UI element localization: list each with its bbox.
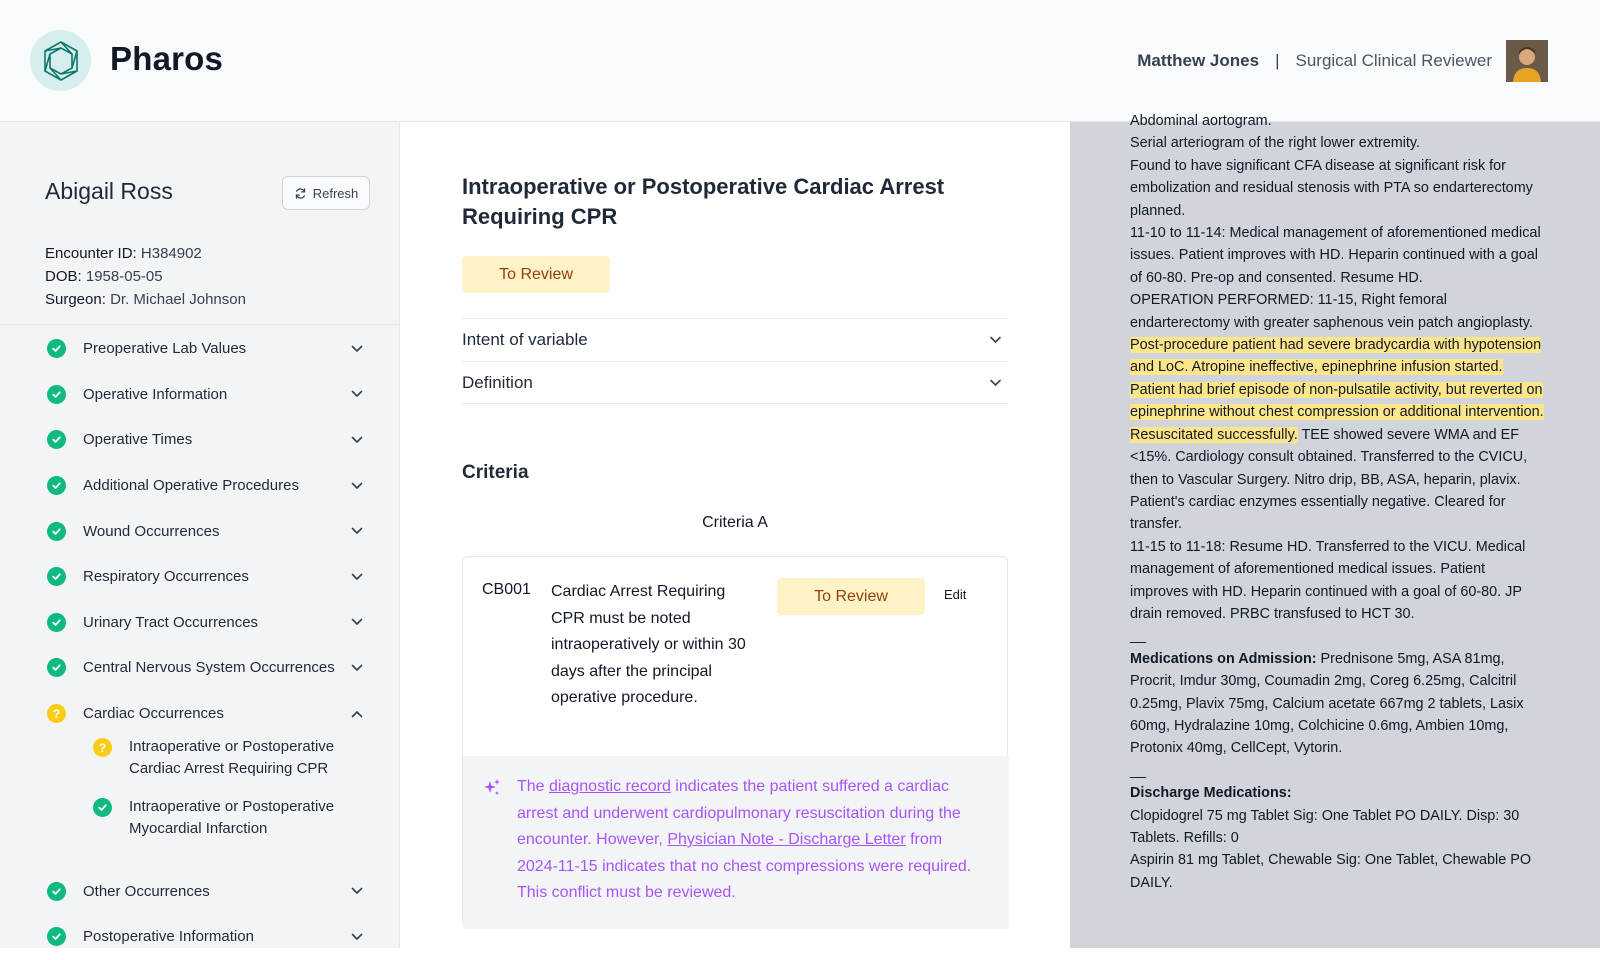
sidebar [0, 122, 400, 948]
page-title: Intraoperative or Postoperative Cardiac Arrest Requiring CPR [462, 174, 945, 229]
nav-item-label: Respiratory Occurrences [83, 568, 249, 586]
accordion-intent-of-variable[interactable] [462, 318, 1008, 360]
criteria-text: Cardiac Arrest Requiring CPR must be noted intraoperatively or within 30 days after the principal operative procedure. [551, 583, 746, 706]
check-circle-icon [47, 476, 66, 495]
check-circle-icon [47, 522, 66, 541]
refresh-button[interactable] [282, 176, 370, 210]
doc-highlight: Post-procedure patient had severe bradycardia with hypotension and LoC. Atropine ineffective, epinephrine infusion started. Patient had brief episode of non-pulsatile activity, but reverted on epinephrine without chest compression or additional intervention. Resuscitated successfully. [1130, 337, 1544, 443]
nav-item-urinary-tract-occurrences[interactable] [0, 600, 400, 646]
accordion-label: Intent of variable [462, 329, 588, 349]
source-document-panel[interactable] [1070, 113, 1600, 948]
status-badge[interactable]: To Review [462, 256, 610, 293]
nav-item-operative-information[interactable] [0, 372, 400, 418]
nav-item-label: Preoperative Lab Values [83, 340, 247, 358]
doc-label: Discharge Medications: [1130, 785, 1292, 802]
chevron-down-icon [351, 618, 363, 626]
nav-item-label: Other Occurrences [83, 882, 210, 900]
doc-label: Medications on Admission: [1130, 650, 1317, 667]
doc-line: Found to have significant CFA disease at significant risk for embolization and residual stenosis with PTA so endarterectomy planned. [1130, 157, 1533, 219]
nav-item-label: Operative Information [83, 385, 228, 403]
nav-item-label: Additional Operative Procedures [83, 477, 299, 495]
encounter-label: Encounter ID: [45, 245, 137, 262]
check-circle-icon [47, 927, 66, 946]
doc-separator: __ [1130, 628, 1147, 645]
user-separator: | [1275, 51, 1280, 70]
criteria-code: CB001 [482, 581, 531, 598]
sub-item-cardiac-arrest-cpr[interactable] [0, 736, 400, 796]
nav-item-label: Cardiac Occurrences [83, 705, 224, 723]
criteria-card [462, 556, 1008, 928]
refresh-icon [294, 187, 307, 200]
check-circle-icon [47, 385, 66, 404]
app-header [0, 0, 1600, 122]
nav-item-central-nervous-system-occurrences[interactable] [0, 645, 400, 691]
doc-meds-discharge-label [1130, 782, 1545, 804]
check-circle-icon [47, 430, 66, 449]
doc-line: Abdominal aortogram. [1130, 113, 1272, 129]
chevron-down-icon [351, 345, 363, 353]
check-circle-icon [47, 613, 66, 632]
chevron-down-icon [351, 390, 363, 398]
doc-line: 11-15 to 11-18: Resume HD. Transferred to the VICU. Medical management of aforementioned medical issues. Patient improves with HD. Heparin continued with a goal of 60-80. JP drain removed. PRBC transfused to HCT 30. [1130, 538, 1526, 622]
avatar-icon [1506, 40, 1548, 82]
nav-item-label: Operative Times [83, 431, 193, 449]
doc-operation-paragraph [1130, 289, 1545, 535]
nav-item-cardiac-occurrences[interactable] [0, 691, 400, 737]
chevron-down-icon [351, 887, 363, 895]
sidebar-divider [0, 324, 400, 325]
chevron-down-icon [351, 573, 363, 581]
chevron-down-icon [351, 933, 363, 941]
chevron-down-icon [351, 436, 363, 444]
surgeon-label: Surgeon: [45, 291, 106, 308]
criteria-heading: Criteria [462, 462, 529, 483]
chevron-up-icon [351, 710, 363, 718]
user-role: Surgical Clinical Reviewer [1295, 51, 1492, 70]
sparkle-icon [482, 778, 502, 798]
question-circle-icon: ? [93, 738, 112, 757]
accordion-divider [462, 403, 1008, 404]
encounter-row [45, 242, 246, 265]
nav-item-wound-occurrences[interactable] [0, 508, 400, 554]
ai-text-part: from 2024-11-15 indicates that no chest compressions were required. This conflict must be reviewed. [517, 831, 972, 901]
nav-item-additional-operative-procedures[interactable] [0, 463, 400, 509]
chevron-down-icon [351, 482, 363, 490]
patient-info [45, 242, 246, 311]
pharos-logo-icon [39, 39, 83, 83]
nav-item-label: Urinary Tract Occurrences [83, 613, 259, 631]
doc-line: Serial arteriogram of the right lower extremity. [1130, 135, 1421, 152]
nav-item-operative-times[interactable] [0, 417, 400, 463]
ai-insight-text [517, 774, 987, 907]
patient-name: Abigail Ross [45, 178, 173, 204]
check-circle-icon [93, 798, 112, 817]
user-name: Matthew Jones [1137, 51, 1260, 70]
brand-name: Pharos [110, 40, 224, 77]
criteria-subheading: Criteria A [702, 514, 768, 531]
doc-line: Clopidogrel 75 mg Tablet Sig: One Tablet PO DAILY. Disp: 30 Tablets. Refills: 0 [1130, 807, 1520, 846]
user-area [1137, 40, 1548, 82]
main-panel [400, 122, 1070, 948]
doc-meds-admission [1130, 648, 1545, 760]
avatar[interactable] [1506, 40, 1548, 82]
nav-item-other-occurrences[interactable] [0, 868, 400, 914]
refresh-label: Refresh [312, 185, 359, 201]
check-circle-icon [47, 339, 66, 358]
doc-text: Prednisone 5mg, ASA 81mg, Procrit, Imdur 30mg, Coumadin 2mg, Coreg 6.25mg, Calcitril 0.25mg, Plavix 75mg, Calcium acetate 667mg 2 tablets, Lasix 60mg, Hydralazine 10mg, Colchicine 0.6mg, Ambien 10mg, Protonix 40mg, CellCept, Vytorin. [1130, 650, 1524, 757]
nav-item-label: Wound Occurrences [83, 522, 220, 540]
nav-item-respiratory-occurrences[interactable] [0, 554, 400, 600]
discharge-letter-link[interactable]: Physician Note - Discharge Letter [667, 831, 906, 848]
sub-item-myocardial-infarction[interactable] [0, 796, 400, 868]
ai-text-part: The [517, 778, 550, 795]
edit-button[interactable]: Edit [944, 587, 967, 602]
diagnostic-record-link[interactable]: diagnostic record [549, 778, 671, 795]
dob-value: 1958-05-05 [85, 268, 163, 285]
chevron-down-icon [989, 379, 1002, 387]
nav-item-label: Postoperative Information [83, 928, 254, 946]
ai-insight-panel [463, 756, 1009, 929]
chevron-down-icon [989, 336, 1002, 344]
accordion-label: Definition [462, 372, 533, 392]
ai-text-part: indicates the patient suffered a cardiac arrest and underwent cardiopulmonary resuscitation during the encounter. However, [517, 778, 961, 848]
source-document-text [1130, 110, 1545, 894]
encounter-id: H384902 [140, 245, 202, 262]
doc-line: Aspirin 81 mg Tablet, Chewable Sig: One Tablet, Chewable PO DAILY. [1130, 852, 1532, 891]
dob-label: DOB: [45, 268, 82, 285]
accordion-definition[interactable] [462, 361, 1008, 403]
nav-item-label: Central Nervous System Occurrences [83, 659, 335, 677]
sub-item-label: Intraoperative or Postoperative Myocardial Infarction [129, 798, 335, 838]
question-circle-icon: ? [47, 704, 66, 723]
chevron-down-icon [351, 664, 363, 672]
doc-text: OPERATION PERFORMED: 11-15, Right femoral endarterectomy with greater saphenous vein patch angioplasty. [1130, 292, 1533, 331]
surgeon-row [45, 288, 246, 311]
dob-row [45, 265, 246, 288]
pharos-logo[interactable] [30, 30, 91, 91]
check-circle-icon [47, 882, 66, 901]
doc-text: TEE showed severe WMA and EF <15%. Cardiology consult obtained. Transferred to the CVICU, then to Vascular Surgery. Nitro drip, BB, ASA, heparin, plavix. Patient's cardiac enzymes essentially negative. Cleared for transfer. [1130, 426, 1528, 533]
nav-item-postoperative-information[interactable] [0, 914, 400, 960]
sub-item-label: Intraoperative or Postoperative Cardiac Arrest Requiring CPR [129, 738, 335, 778]
surgeon-value: Dr. Michael Johnson [110, 291, 246, 308]
doc-separator: __ [1130, 762, 1147, 779]
nav-item-preoperative-lab-values[interactable] [0, 326, 400, 372]
occurrence-nav [0, 326, 400, 960]
chevron-down-icon [351, 527, 363, 535]
check-circle-icon [47, 567, 66, 586]
check-circle-icon [47, 658, 66, 677]
criteria-status-badge[interactable]: To Review [777, 578, 925, 615]
doc-line: 11-10 to 11-14: Medical management of aforementioned medical issues. Patient improves with HD. Heparin continued with a goal of 60-80. Pre-op and consented. Resume HD. [1130, 225, 1541, 286]
